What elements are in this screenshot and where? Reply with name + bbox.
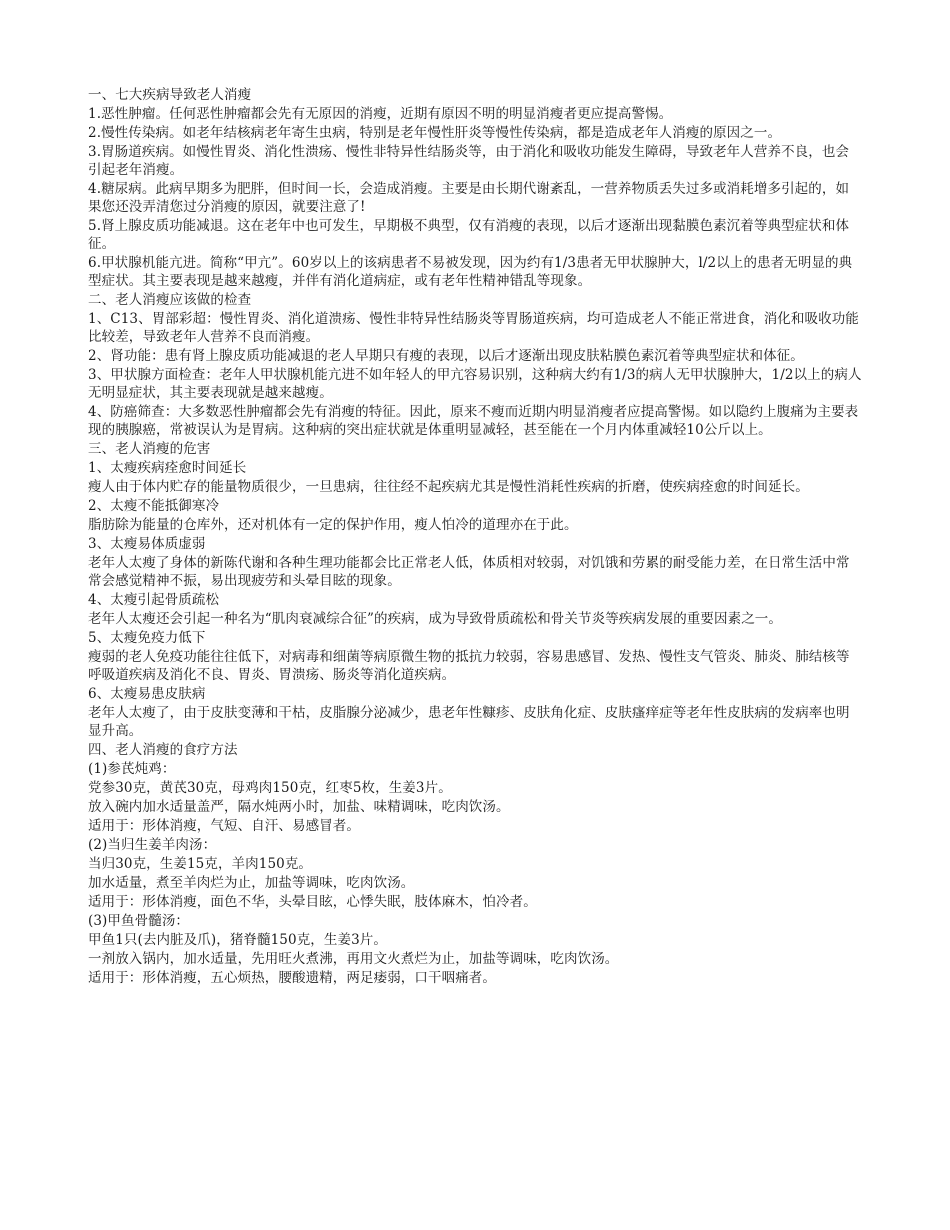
recipe-ingredients: 甲鱼1只(去内脏及爪)，猪脊髓150克，生姜3片。: [88, 932, 387, 948]
paragraph: 老年人太瘦了，由于皮肤变薄和干枯，皮脂腺分泌减少，患老年性糠疹、皮肤角化症、皮肤瘙痒症等老年性皮肤病的发病率也明显升高。: [88, 705, 850, 739]
recipe-indication: 适用于：形体消瘦，气短、自汗、易感冒者。: [88, 818, 360, 834]
paragraph: 3.胃肠道疾病。如慢性胃炎、消化性溃疡、慢性非特异性结肠炎等，由于消化和吸收功能发生障碍，导致老年人营养不良，也会引起老年消瘦。: [88, 144, 850, 178]
paragraph: 1、C13、胃部彩超：慢性胃炎、消化道溃疡、慢性非特异性结肠炎等胃肠道疾病，均可造成老人不能正常进食，消化和吸收功能比较差，导致老年人营养不良而消瘦。: [88, 311, 859, 345]
recipe-method: 一剂放入锅内，加水适量，先用旺火煮沸，再用文火煮烂为止，加盐等调味，吃肉饮汤。: [88, 951, 619, 967]
recipe-indication: 适用于：形体消瘦，五心烦热，腰酸遗精，两足痿弱，口干咽痛者。: [88, 970, 496, 986]
paragraph: 6.甲状腺机能亢进。简称“甲亢”。60岁以上的该病患者不易被发现，因为约有1/3患者无甲状腺肿大，l/2以上的患者无明显的典型症状。其主要表现是越来越瘦，并伴有消化道病症，或有老年性精神错乱等现象。: [88, 255, 853, 289]
recipe-title: (1)参芪炖鸡：: [88, 761, 176, 777]
paragraph: 4.糖尿病。此病早期多为肥胖，但时间一长，会造成消瘦。主要是由长期代谢紊乱，一营养物质丢失过多或消耗增多引起的，如果您还没弄清您过分消瘦的原因，就要注意了!: [88, 181, 850, 215]
section-heading-4: 四、老人消瘦的食疗方法: [88, 742, 238, 758]
subheading: 3、太瘦易体质虚弱: [88, 536, 206, 552]
subheading: 2、太瘦不能抵御寒冷: [88, 498, 220, 514]
paragraph: 老年人太瘦了身体的新陈代谢和各种生理功能都会比正常老人低，体质相对较弱，对饥饿和劳累的耐受能力差，在日常生活中常常会感觉精神不振，易出现疲劳和头晕目眩的现象。: [88, 555, 850, 589]
paragraph: 1.恶性肿瘤。任何恶性肿瘤都会先有无原因的消瘦，近期有原因不明的明显消瘦者更应提高警惕。: [88, 106, 673, 122]
paragraph: 瘦弱的老人免疫功能往往低下，对病毒和细菌等病原微生物的抵抗力较弱，容易患感冒、发热、慢性支气管炎、肺炎、肺结核等呼吸道疾病及消化不良、胃炎、胃溃疡、肠炎等消化道疾病。: [88, 649, 850, 683]
paragraph: 脂肪除为能量的仓库外，还对机体有一定的保护作用，瘦人怕冷的道理亦在于此。: [88, 517, 578, 533]
paragraph: 瘦人由于体内贮存的能量物质很少，一旦患病，往往经不起疾病尤其是慢性消耗性疾病的折磨，使疾病痊愈的时间延长。: [88, 479, 809, 495]
recipe-title: (3)甲鱼骨髓汤：: [88, 913, 190, 929]
recipe-ingredients: 当归30克，生姜15克，羊肉150克。: [88, 856, 313, 872]
subheading: 1、太瘦疾病痊愈时间延长: [88, 460, 247, 476]
section-heading-3: 三、老人消瘦的危害: [88, 441, 211, 457]
subheading: 6、太瘦易患皮肤病: [88, 686, 206, 702]
section-heading-1: 一、七大疾病导致老人消瘦: [88, 87, 252, 103]
recipe-method: 加水适量，煮至羊肉烂为止，加盐等调味，吃肉饮汤。: [88, 875, 415, 891]
paragraph: 2、肾功能：患有肾上腺皮质功能减退的老人早期只有瘦的表现，以后才逐渐出现皮肤粘膜色素沉着等典型症状和体征。: [88, 348, 804, 364]
recipe-title: (2)当归生姜羊肉汤：: [88, 837, 217, 853]
section-heading-2: 二、老人消瘦应该做的检查: [88, 292, 252, 308]
recipe-ingredients: 党参30克，黄芪30克，母鸡肉150克，红枣5枚，生姜3片。: [88, 780, 452, 796]
recipe-indication: 适用于：形体消瘦，面色不华，头晕目眩，心悸失眠，肢体麻木，怕冷者。: [88, 894, 537, 910]
paragraph: 2.慢性传染病。如老年结核病老年寄生虫病，特别是老年慢性肝炎等慢性传染病，都是造成老年人消瘦的原因之一。: [88, 125, 782, 141]
subheading: 4、太瘦引起骨质疏松: [88, 592, 220, 608]
recipe-method: 放入碗内加水适量盖严，隔水炖两小时，加盐、味精调味，吃肉饮汤。: [88, 799, 510, 815]
paragraph: 老年人太瘦还会引起一种名为“肌肉衰减综合征”的疾病，成为导致骨质疏松和骨关节炎等疾病发展的重要因素之一。: [88, 611, 783, 627]
paragraph: 5.肾上腺皮质功能减退。这在老年中也可发生，早期极不典型，仅有消瘦的表现，以后才逐渐出现黏膜色素沉着等典型症状和体征。: [88, 218, 850, 252]
paragraph: 4、防癌筛查：大多数恶性肿瘤都会先有消瘦的特征。因此，原来不瘦而近期内明显消瘦者应提高警惕。如以隐约上腹痛为主要表现的胰腺癌，常被误认为是胃病。这种病的突出症状就是体重明显减轻，甚至能在一个月内体重减轻10公斤以上。: [88, 404, 859, 438]
subheading: 5、太瘦免疫力低下: [88, 630, 206, 646]
paragraph: 3、甲状腺方面检查：老年人甲状腺机能亢进不如年轻人的甲亢容易识别，这种病大约有1/3的病人无甲状腺肿大，1/2以上的病人无明显症状，其主要表现就是越来越瘦。: [88, 367, 862, 401]
